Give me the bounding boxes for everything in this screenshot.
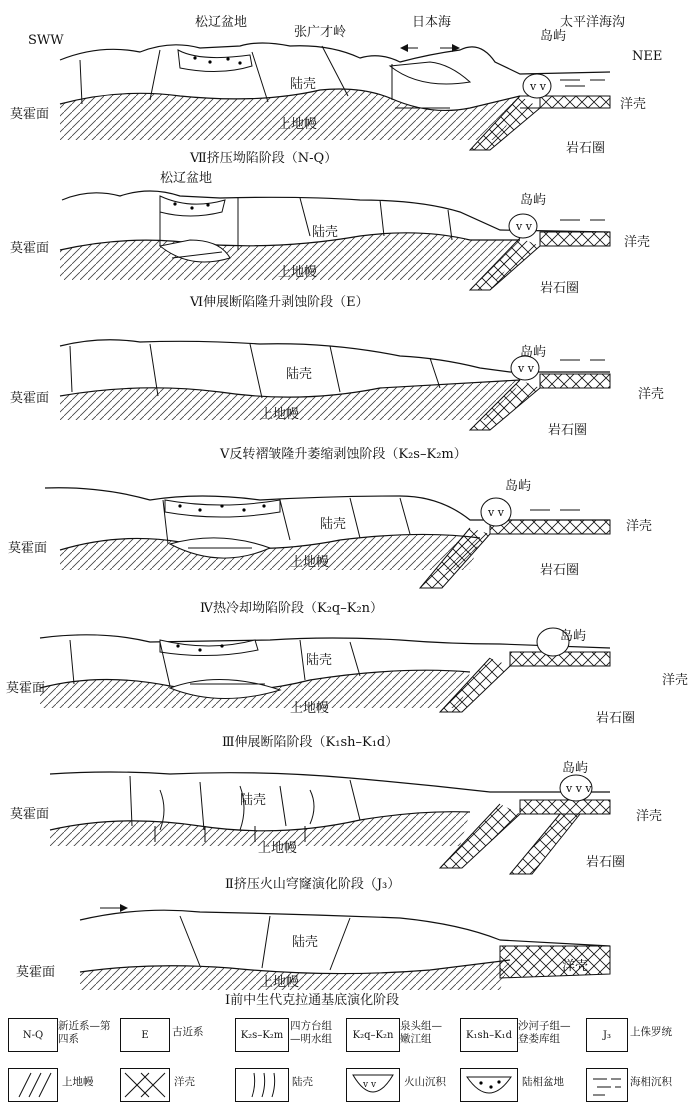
legend-symbol-mantle [8, 1068, 58, 1102]
stage-1 [16, 904, 610, 1008]
mantle-label-2: 上地幔 [258, 841, 298, 856]
crust-label-2: 陆壳 [240, 793, 267, 808]
stage-2-caption: Ⅱ挤压火山穹窿演化阶段（J₃） [225, 877, 401, 892]
svg-text:v v: v v [518, 362, 534, 375]
sea-of-japan-label: 日本海 [412, 15, 452, 30]
mantle-label-6: 上地幔 [278, 265, 318, 280]
legend-symbol-nq: N-Q [8, 1018, 58, 1052]
legend-symbol-e: E [120, 1018, 170, 1052]
legend-text-volcanic: 火山沉积 [404, 1076, 446, 1088]
stage-7 [10, 14, 662, 166]
svg-text:v v: v v [363, 1080, 377, 1090]
ocean-crust-label-1: 洋壳 [562, 959, 589, 974]
lithosphere-label-6: 岩石圈 [540, 281, 580, 296]
orientation-left: SWW [28, 33, 64, 48]
legend-text-k2s: 四方台组—明水组 [290, 1020, 332, 1045]
ocean-crust-label-6: 洋壳 [624, 235, 651, 250]
ocean-crust-label-7: 洋壳 [620, 97, 647, 112]
stage-4-caption: Ⅳ热冷却坳陷阶段（K₂q–K₂n） [200, 601, 384, 616]
island-label-3: 岛屿 [560, 629, 587, 644]
stage-1-caption: Ⅰ前中生代克拉通基底演化阶段 [225, 993, 400, 1008]
legend-symbol-continental-basin [460, 1068, 518, 1102]
crust-label-3: 陆壳 [306, 653, 333, 668]
moho-label-5: 莫霍面 [10, 391, 50, 406]
legend-text-marine: 海相沉积 [630, 1076, 672, 1088]
crust-label-4: 陆壳 [320, 517, 347, 532]
lithosphere-label-7: 岩石圈 [566, 141, 606, 156]
island-label-5: 岛屿 [520, 345, 547, 360]
stage-3-caption: Ⅲ伸展断陷阶段（K₁sh–K₁d） [222, 735, 399, 750]
songliao-basin-label: 松辽盆地 [195, 15, 248, 30]
ocean-crust-label-2: 洋壳 [636, 809, 663, 824]
legend-symbol-k2s: K₂s–K₂m [235, 1018, 289, 1052]
legend-text-j3: 上侏罗统 [630, 1026, 672, 1038]
stage-2 [10, 760, 662, 892]
moho-label-3: 莫霍面 [6, 681, 46, 696]
ocean-crust-label-5: 洋壳 [638, 387, 665, 402]
legend-text-k1sh: 沙河子组—登娄库组 [518, 1020, 571, 1045]
island-label-7: 岛屿 [540, 29, 567, 44]
svg-text:v v v: v v v [566, 782, 592, 795]
legend-symbol-crust [235, 1068, 289, 1102]
zhangguangcai-label: 张广才岭 [294, 25, 347, 40]
mantle-label-4: 上地幔 [290, 555, 330, 570]
pacific-trench-label: 太平洋海沟 [560, 15, 626, 30]
svg-text:v v: v v [488, 506, 504, 519]
legend-text-e: 古近系 [172, 1026, 204, 1038]
crust-label-7: 陆壳 [290, 77, 317, 92]
legend-symbol-marine [586, 1068, 628, 1102]
crust-label-6: 陆壳 [312, 225, 339, 240]
lithosphere-label-3: 岩石圈 [596, 711, 636, 726]
island-label-6: 岛屿 [520, 193, 547, 208]
songliao-basin-label-6: 松辽盆地 [160, 171, 213, 186]
legend-symbol-volcanic [346, 1068, 400, 1102]
legend-text-mantle: 上地幔 [62, 1076, 94, 1088]
orientation-right: NEE [632, 49, 663, 64]
lithosphere-label-2: 岩石圈 [586, 855, 626, 870]
stage-4 [8, 478, 652, 616]
svg-text:v v: v v [516, 220, 532, 233]
legend-text-k2q: 泉头组—嫩江组 [400, 1020, 442, 1045]
mantle-label-5: 上地幔 [260, 407, 300, 422]
legend-symbol-k1sh: K₁sh–K₁d [460, 1018, 518, 1052]
lithosphere-label-4: 岩石圈 [540, 563, 580, 578]
legend [0, 1010, 700, 1116]
legend-text-continental-basin: 陆相盆地 [522, 1076, 564, 1088]
ocean-crust-label-4: 洋壳 [626, 519, 653, 534]
mantle-label-7: 上地幔 [278, 117, 318, 132]
mantle-label-3: 上地幔 [290, 701, 330, 716]
moho-label-1: 莫霍面 [16, 965, 56, 980]
mantle-label-1: 上地幔 [260, 975, 300, 990]
stage-5 [10, 340, 664, 462]
moho-label-6: 莫霍面 [10, 241, 50, 256]
svg-text:v v: v v [530, 80, 546, 93]
stage-7-caption: Ⅶ挤压坳陷阶段（N-Q） [190, 151, 338, 166]
legend-text-ocean: 洋壳 [174, 1076, 195, 1088]
legend-text-nq: 新近系—第四系 [58, 1020, 111, 1045]
lithosphere-label-5: 岩石圈 [548, 423, 588, 438]
legend-symbol-ocean [120, 1068, 170, 1102]
crust-label-1: 陆壳 [292, 935, 319, 950]
moho-label-2: 莫霍面 [10, 807, 50, 822]
legend-symbol-k2q: K₂q–K₂n [346, 1018, 400, 1052]
stage-6 [10, 170, 650, 310]
island-label-4: 岛屿 [505, 479, 532, 494]
stage-6-caption: Ⅵ伸展断陷隆升剥蚀阶段（E） [190, 295, 369, 310]
stage-3 [6, 628, 688, 750]
legend-symbol-j3: J₃ [586, 1018, 628, 1052]
moho-label-4: 莫霍面 [8, 541, 48, 556]
stage-5-caption: Ⅴ反转褶皱隆升萎缩剥蚀阶段（K₂s–K₂m） [220, 447, 467, 462]
ocean-crust-label-3: 洋壳 [662, 673, 689, 688]
crust-label-5: 陆壳 [286, 367, 313, 382]
island-label-2: 岛屿 [562, 761, 589, 776]
moho-label-7: 莫霍面 [10, 107, 50, 122]
legend-text-crust: 陆壳 [292, 1076, 313, 1088]
